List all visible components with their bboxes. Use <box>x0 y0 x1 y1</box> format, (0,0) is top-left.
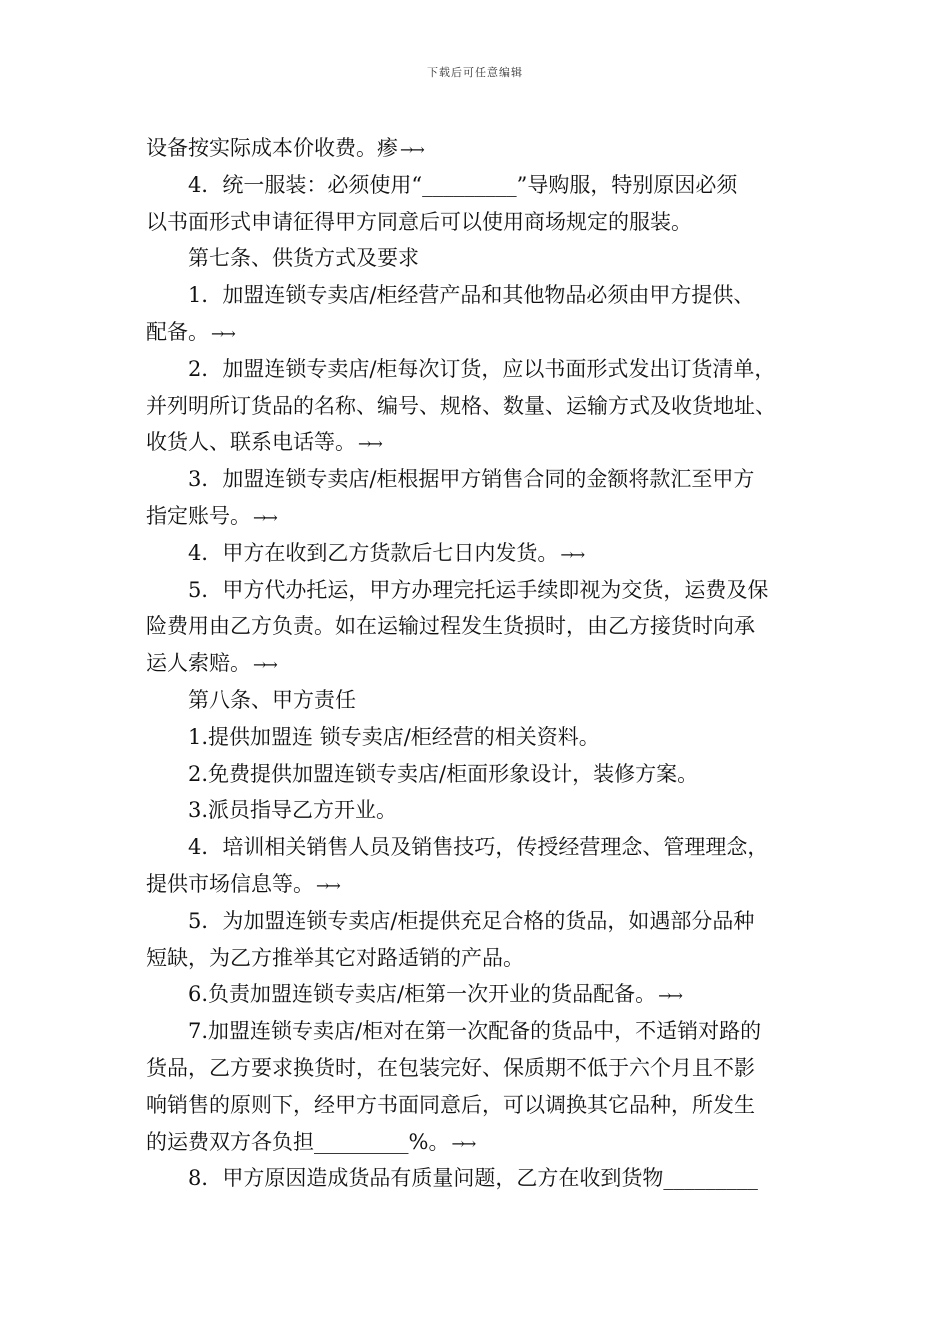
document-line <box>146 682 814 719</box>
line-text: 货品，乙方要求换货时，在包装完好、保质期不低于六个月且不影 <box>146 1055 755 1080</box>
line-text: 6.负责加盟连锁专卖店/柜第一次开业的货品配备。 <box>188 982 657 1007</box>
arrow-mark-icon: →→ <box>451 1133 475 1153</box>
document-line <box>146 572 814 609</box>
line-text: 以书面形式申请征得甲方同意后可以使用商场规定的服装。 <box>146 209 692 234</box>
line-text: 收货人、联系电话等。 <box>146 430 356 455</box>
document-line <box>146 461 814 498</box>
line-text: 的运费双方各负担_________%。 <box>146 1129 450 1154</box>
line-text: 1．加盟连锁专卖店/柜经营产品和其他物品必须由甲方提供、 <box>188 283 755 308</box>
line-text: 5．为加盟连锁专卖店/柜提供充足合格的货品，如遇部分品种 <box>188 908 755 933</box>
arrow-mark-icon: →→ <box>658 986 681 1006</box>
line-text: 8．甲方原因造成货品有质量问题，乙方在收到货物_________ <box>188 1166 758 1191</box>
line-text: 4．培训相关销售人员及销售技巧，传授经营理念、管理理念， <box>188 835 769 860</box>
line-text: 4．统一服装：必须使用“_________”导购服，特别原因必须 <box>188 172 738 197</box>
page-header: 下载后可任意编辑 <box>427 66 523 79</box>
line-text: 运人索赔。 <box>146 651 251 676</box>
document-line <box>146 866 814 903</box>
document-line <box>146 903 814 940</box>
document-line <box>146 976 814 1013</box>
document-line <box>146 1013 814 1050</box>
arrow-mark-icon: →→ <box>253 507 276 527</box>
document-body <box>146 130 814 1197</box>
arrow-mark-icon: →→ <box>358 434 381 454</box>
document-line <box>146 608 814 645</box>
document-line <box>146 314 814 351</box>
line-text: 2.免费提供加盟连锁专卖店/柜面形象设计，装修方案。 <box>188 761 699 786</box>
line-text: 设备按实际成本价收费。瘆 <box>146 136 398 160</box>
document-line <box>146 829 814 866</box>
arrow-mark-icon: →→ <box>400 140 423 159</box>
line-text: 7.加盟连锁专卖店/柜对在第一次配备的货品中，不适销对路的 <box>188 1019 762 1044</box>
document-line <box>146 277 814 314</box>
document-line <box>146 498 814 535</box>
line-text: 1.提供加盟连 锁专卖店/柜经营的相关资料。 <box>188 724 600 749</box>
document-line <box>146 424 814 461</box>
document-line <box>146 792 814 829</box>
arrow-mark-icon: →→ <box>211 323 234 343</box>
document-line <box>146 535 814 572</box>
line-text: 响销售的原则下，经甲方书面同意后，可以调换其它品种，所发生 <box>146 1092 755 1117</box>
document-line <box>146 240 814 277</box>
line-text: 3.派员指导乙方开业。 <box>188 798 398 823</box>
document-line <box>146 1160 814 1197</box>
document-line <box>146 719 814 756</box>
document-line <box>146 940 814 977</box>
line-text: 并列明所订货品的名称、编号、规格、数量、运输方式及收货地址、 <box>146 393 776 418</box>
document-line <box>146 167 814 204</box>
line-text: 配备。 <box>146 319 209 344</box>
arrow-mark-icon: →→ <box>253 655 276 675</box>
document-line <box>146 645 814 682</box>
document-line <box>146 388 814 425</box>
document-line <box>146 1050 814 1087</box>
line-text: 2．加盟连锁专卖店/柜每次订货，应以书面形式发出订货清单， <box>188 356 776 381</box>
line-text: 第七条、供货方式及要求 <box>188 246 419 271</box>
arrow-mark-icon: →→ <box>560 544 584 564</box>
line-text: 3．加盟连锁专卖店/柜根据甲方销售合同的金额将款汇至甲方 <box>188 467 755 492</box>
document-line <box>146 1124 814 1161</box>
line-text: 第八条、甲方责任 <box>188 687 356 712</box>
line-text: 险费用由乙方负责。如在运输过程发生货损时，由乙方接货时向承 <box>146 614 755 639</box>
line-text: 5．甲方代办托运，甲方办理完托运手续即视为交货，运费及保 <box>188 577 769 602</box>
document-line <box>146 204 814 241</box>
document-line <box>146 756 814 793</box>
line-text: 4．甲方在收到乙方货款后七日内发货。 <box>188 540 559 565</box>
line-text: 短缺，为乙方推举其它对路适销的产品。 <box>146 945 524 970</box>
document-line <box>146 1087 814 1124</box>
arrow-mark-icon: →→ <box>316 875 339 895</box>
line-text: 提供市场信息等。 <box>146 871 314 896</box>
document-line <box>146 351 814 388</box>
line-text: 指定账号。 <box>146 503 251 528</box>
document-line <box>146 130 814 167</box>
